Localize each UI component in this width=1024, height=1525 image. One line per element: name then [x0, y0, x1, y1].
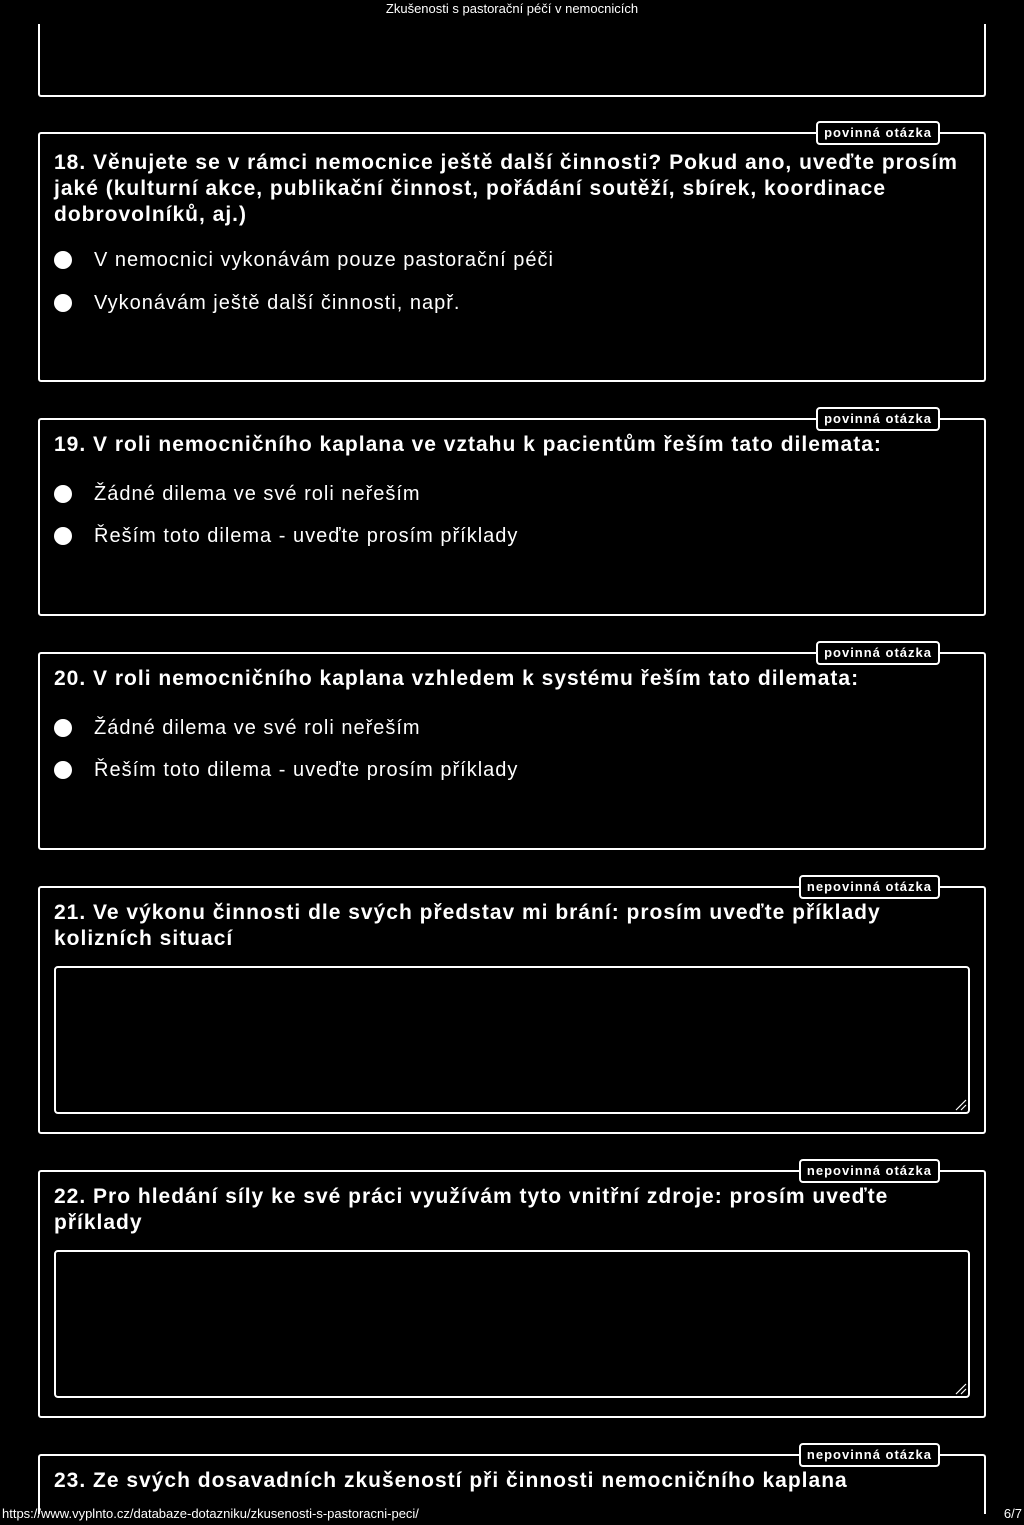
question-title: 19. V roli nemocničního kaplana ve vztahu k pacientům řeším tato dilemata: [54, 433, 882, 456]
previous-question-card [38, 24, 986, 97]
radio-button[interactable] [54, 251, 72, 269]
radio-option-no-dilemma[interactable] [54, 481, 421, 507]
radio-button[interactable] [54, 761, 72, 779]
option-label: Řeším toto dilema - uveďte prosím příklady [94, 759, 519, 781]
option-label: Žádné dilema ve své roli neřeším [94, 483, 421, 505]
question-card-18 [38, 125, 986, 382]
answer-textarea[interactable] [54, 966, 970, 1114]
resize-grip-icon[interactable] [955, 1099, 967, 1111]
question-card-19 [38, 411, 986, 616]
option-label: Řeším toto dilema - uveďte prosím příklady [94, 525, 519, 547]
required-badge: povinná otázka [816, 121, 940, 145]
option-label: Žádné dilema ve své roli neřeším [94, 717, 421, 739]
radio-option-other-activities[interactable] [54, 290, 460, 316]
radio-option-has-dilemma[interactable] [54, 523, 518, 549]
question-title: 22. Pro hledání síly ke své práci využívám tyto vnitřní zdroje: prosím uveďte příklady [54, 1185, 889, 1234]
required-badge: povinná otázka [816, 407, 940, 431]
footer-url: https://www.vyplnto.cz/databaze-dotazniku/zkusenosti-s-pastoracni-peci/ [2, 1506, 419, 1521]
page-footer [0, 1503, 1024, 1525]
question-card-21 [38, 879, 986, 1134]
option-label: V nemocnici vykonávám pouze pastorační péči [94, 249, 554, 271]
radio-option-pastoral-only[interactable] [54, 247, 554, 273]
question-title: 21. Ve výkonu činnosti dle svých představ mi brání: prosím uveďte příklady kolizních situací [54, 901, 881, 950]
option-label: Vykonávám ještě další činnosti, např. [94, 292, 461, 314]
question-title: 20. V roli nemocničního kaplana vzhledem k systému řeším tato dilemata: [54, 667, 860, 690]
answer-textarea[interactable] [54, 1250, 970, 1398]
optional-badge: nepovinná otázka [799, 1159, 940, 1183]
radio-button[interactable] [54, 294, 72, 312]
question-title: 23. Ze svých dosavadních zkušeností při činnosti nemocničního kaplana [54, 1469, 848, 1492]
optional-badge: nepovinná otázka [799, 875, 940, 899]
question-card-20 [38, 645, 986, 850]
radio-option-has-dilemma[interactable] [54, 757, 518, 783]
radio-button[interactable] [54, 719, 72, 737]
resize-grip-icon[interactable] [955, 1383, 967, 1395]
radio-option-no-dilemma[interactable] [54, 715, 421, 741]
question-card-22 [38, 1163, 986, 1418]
radio-button[interactable] [54, 527, 72, 545]
required-badge: povinná otázka [816, 641, 940, 665]
footer-page-number: 6/7 [1003, 1506, 1022, 1521]
radio-button[interactable] [54, 485, 72, 503]
optional-badge: nepovinná otázka [799, 1443, 940, 1467]
page-header-title: Zkušenosti s pastorační péčí v nemocnicích [385, 1, 639, 16]
question-title: 18. Věnujete se v rámci nemocnice ještě další činnosti? Pokud ano, uveďte prosím jaké (kulturní akce, publikační činnost, pořádání soutěží, sbírek, koordinace dobrovolníků, aj.) [54, 151, 958, 226]
